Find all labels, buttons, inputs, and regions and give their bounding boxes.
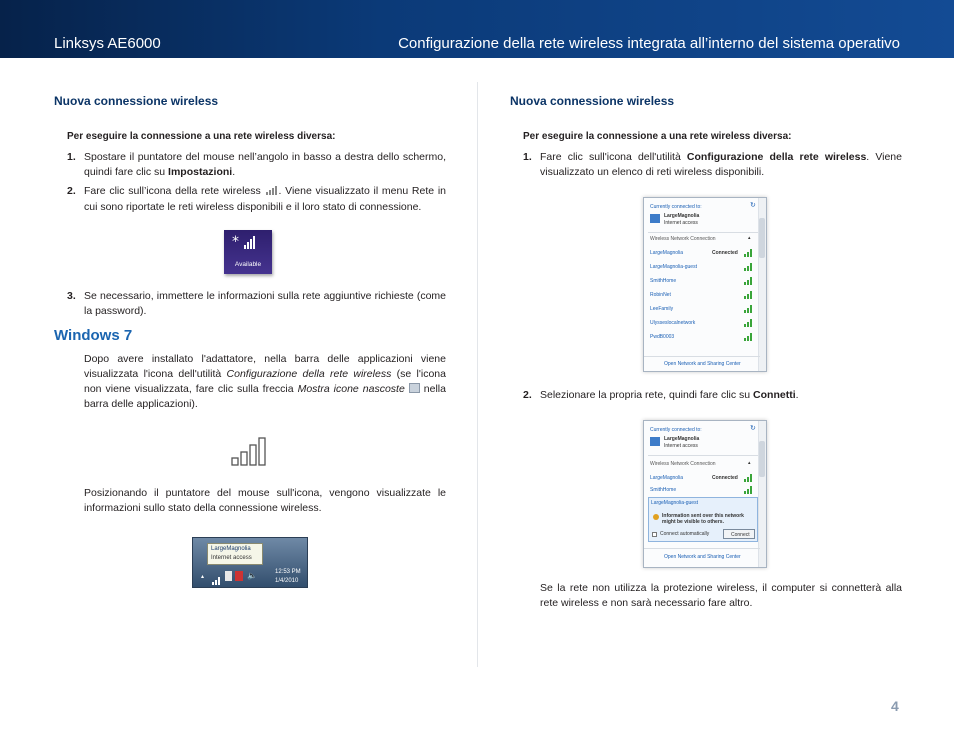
network-item[interactable]: LargeMagnolia <box>650 250 684 256</box>
section-label: Wireless Network Connection <box>650 461 716 467</box>
currently-connected-label: Currently connected to: <box>650 427 702 433</box>
connected-label: Connected <box>712 250 738 256</box>
network-icon <box>650 437 660 446</box>
right-column <box>510 94 902 180</box>
warning-icon <box>653 514 659 520</box>
para-italic: Mostra icone nascoste <box>297 383 405 395</box>
para-text: Dopo avere installato l'adattatore, nella barra delle applicazioni viene visualizzata l'icona dell'utilità <box>84 353 446 380</box>
signal-icon <box>744 291 754 299</box>
section-title: Configurazione della rete wireless integrata all’interno del sistema operativo <box>398 35 900 52</box>
network-item[interactable]: LeeFamily <box>650 306 674 312</box>
separator <box>644 356 760 357</box>
warning-line-2: might be visible to others. <box>662 519 724 525</box>
product-name: Linksys AE6000 <box>54 35 161 52</box>
connected-network-name: LargeMagnolia <box>664 213 700 219</box>
page-header <box>0 0 954 58</box>
wireless-tray-icon[interactable] <box>212 572 222 590</box>
step-text: Spostare il puntatore del mouse nell’angolo in basso a destra dello schermo, quindi fare clic su <box>84 151 446 178</box>
network-item[interactable]: Ulysseslocalnetwork <box>650 320 696 326</box>
connected-label: Connected <box>712 475 738 481</box>
network-sharing-center-link[interactable]: Open Network and Sharing Center <box>664 554 741 560</box>
left-step-3 <box>54 289 446 319</box>
separator <box>644 548 760 549</box>
step-text: Fare clic sull'icona dell'utilità <box>540 151 687 163</box>
scrollbar-thumb[interactable] <box>759 441 765 477</box>
para-italic: Configurazione della rete wireless <box>226 368 392 380</box>
step-text: Se necessario, immettere le informazioni sulla rete aggiuntive richieste (come la password). <box>84 290 446 317</box>
right-step-2 <box>510 388 902 403</box>
network-item[interactable]: SmithHome <box>650 487 677 493</box>
show-hidden-icons-icon <box>409 383 420 393</box>
final-paragraph: Se la rete non utilizza la protezione wireless, il computer si connetterà alla rete wireless e non sarà necessario fare altro. <box>540 582 902 609</box>
flag-icon[interactable] <box>225 571 232 581</box>
tooltip <box>207 543 263 565</box>
network-list-popup <box>643 197 767 372</box>
tray-date: 1/4/2010 <box>275 578 299 584</box>
tooltip-access: Internet access <box>211 555 252 561</box>
signal-icon <box>744 263 754 271</box>
step-text: . Viene visualizzato un elenco di reti wireless disponibili. <box>540 151 902 178</box>
connected-network-access: Internet access <box>664 220 698 226</box>
network-sharing-center-link[interactable]: Open Network and Sharing Center <box>664 361 741 367</box>
connect-button[interactable] <box>723 529 755 539</box>
scrollbar[interactable] <box>758 198 766 371</box>
right-lead: Per eseguire la connessione a una rete wireless diversa: <box>523 131 792 142</box>
signal-icon <box>744 319 754 327</box>
hover-paragraph: Posizionando il puntatore del mouse sull'icona, vengono visualizzate le informazioni sullo stato della connessione wireless. <box>84 487 446 514</box>
right-step-2-wrap <box>510 388 902 403</box>
connect-automatically-label: Connect automatically <box>660 531 710 537</box>
step-text: Fare clic sull’icona della rete wireless <box>84 185 265 197</box>
step-number: 1. <box>67 151 76 163</box>
refresh-icon[interactable]: ↻ <box>750 425 756 432</box>
signal-icon <box>744 333 754 341</box>
windows7-heading: Windows 7 <box>54 327 133 344</box>
network-item[interactable]: LargeMagnolia <box>650 475 684 481</box>
scrollbar-thumb[interactable] <box>759 218 765 258</box>
scrollbar[interactable] <box>758 421 766 567</box>
right-subhead: Nuova connessione wireless <box>510 94 675 108</box>
signal-icon <box>744 249 754 257</box>
warning-line-1: Information sent over this network <box>662 513 744 519</box>
network-available-tile <box>224 230 272 274</box>
currently-connected-label: Currently connected to: <box>650 204 702 210</box>
tile-label: Available <box>234 261 262 268</box>
step-text: . Viene visualizzato il menu Rete in cui sono riportate le reti wireless disponibili e il loro stato di connessione. <box>84 185 446 213</box>
step-bold: Impostazioni <box>168 166 233 178</box>
step-text: Selezionare la propria rete, quindi fare clic su <box>540 389 754 401</box>
collapse-icon[interactable]: ▴ <box>748 460 751 466</box>
step-text: . <box>795 389 799 401</box>
connected-network-access: Internet access <box>664 443 698 449</box>
para-text: (se l'icona non viene visualizzata, fare clic sulla freccia <box>84 368 446 395</box>
signal-icon <box>744 474 754 482</box>
column-divider <box>477 82 478 667</box>
collapse-icon[interactable]: ▴ <box>748 235 751 241</box>
right-step-1 <box>510 150 902 180</box>
up-arrow-icon[interactable]: ▴ <box>201 574 205 580</box>
network-connect-popup <box>643 420 767 568</box>
network-item[interactable]: SmithHome <box>650 278 677 284</box>
left-step-2 <box>54 184 446 215</box>
section-label: Wireless Network Connection <box>650 236 716 242</box>
signal-icon <box>744 277 754 285</box>
step-number: 3. <box>67 290 76 302</box>
network-item[interactable]: LargeMagnolia-guest <box>650 264 697 270</box>
speaker-icon[interactable]: 🔈 <box>247 571 257 580</box>
network-item[interactable]: RobinNet <box>650 292 671 298</box>
connect-automatically-checkbox[interactable] <box>652 532 657 537</box>
security-icon[interactable] <box>235 571 243 581</box>
connect-button-label: Connect <box>731 532 750 538</box>
left-lead: Per eseguire la connessione a una rete wireless diversa: <box>67 131 336 142</box>
step-text: . <box>232 166 236 178</box>
wireless-asterisk-icon <box>232 234 258 253</box>
step-number: 2. <box>67 185 76 197</box>
wireless-signal-icon <box>265 185 279 200</box>
separator <box>648 232 758 233</box>
tray-time: 12:53 PM <box>275 569 301 575</box>
signal-icon <box>744 305 754 313</box>
page-number: 4 <box>891 698 899 714</box>
left-step-3-wrap <box>54 289 446 319</box>
connected-network-name: LargeMagnolia <box>664 436 700 442</box>
svg-text:*: * <box>232 234 239 250</box>
para-text: nella barra delle applicazioni). <box>84 383 446 410</box>
wireless-signal-large-icon <box>231 436 269 471</box>
left-subhead: Nuova connessione wireless <box>54 94 219 108</box>
network-icon <box>650 214 660 223</box>
selected-network-panel[interactable] <box>648 497 758 542</box>
step-bold: Configurazione della rete wireless <box>686 151 867 163</box>
selected-network-name: LargeMagnolia-guest <box>651 500 698 506</box>
taskbar-screenshot <box>192 537 308 588</box>
left-column <box>54 94 446 215</box>
windows7-paragraph <box>54 352 446 412</box>
step-number: 1. <box>523 151 532 163</box>
step-number: 2. <box>523 389 532 401</box>
step-bold: Connetti <box>753 389 796 401</box>
separator <box>648 455 758 456</box>
network-item[interactable]: PwdB0003 <box>650 334 675 340</box>
tooltip-network: LargeMagnolia <box>211 546 251 552</box>
refresh-icon[interactable]: ↻ <box>750 202 756 209</box>
left-step-1 <box>54 150 446 180</box>
signal-icon <box>744 486 754 494</box>
